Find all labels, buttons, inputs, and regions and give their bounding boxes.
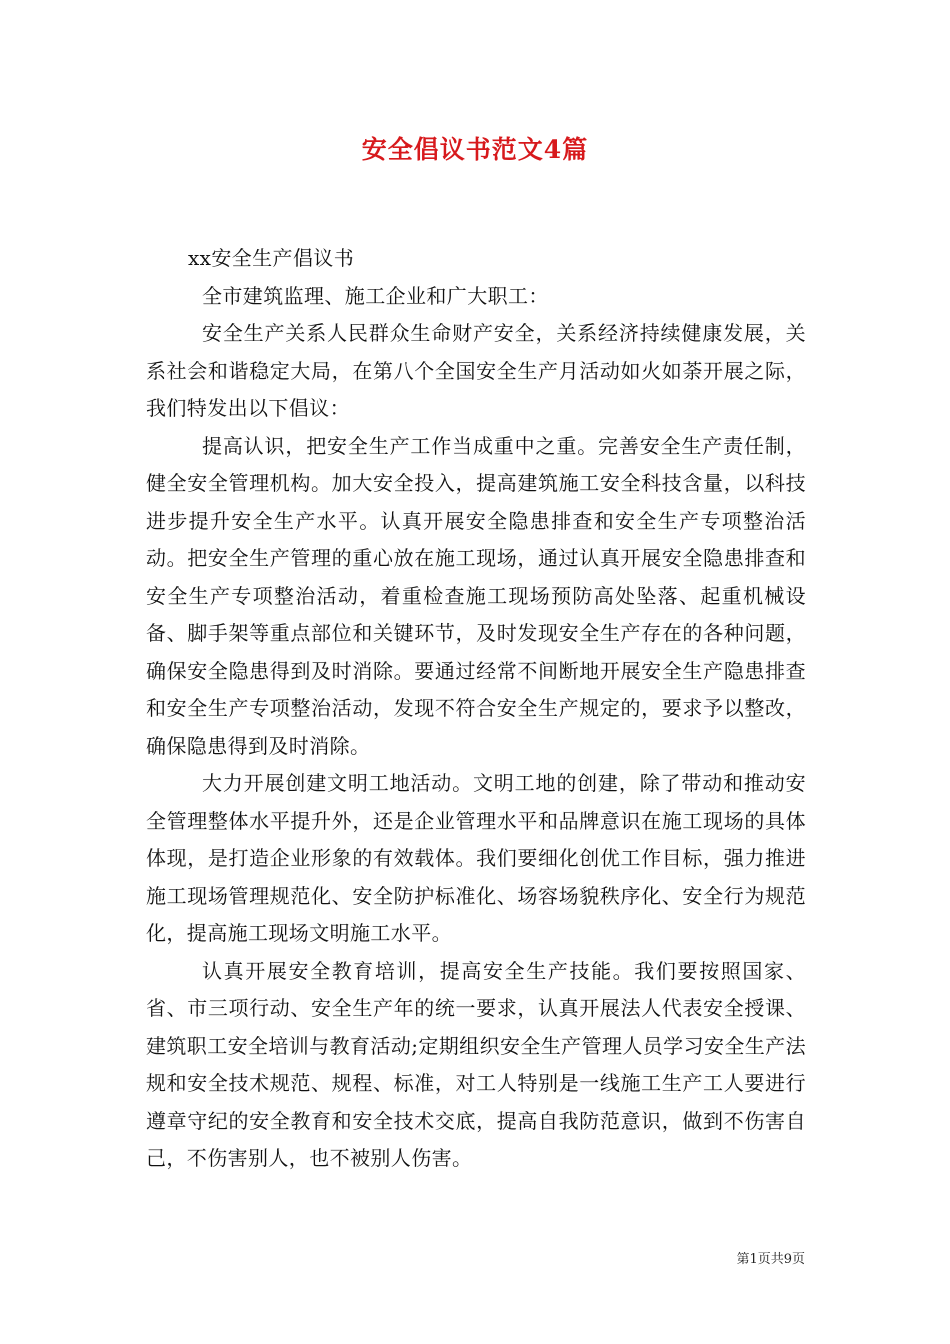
section-heading: xx安全生产倡议书	[188, 246, 355, 270]
paragraph-training: 认真开展安全教育培训，提高安全生产技能。我们要按照国家、省、市三项行动、安全生产年的统一要求，认真开展法人代表安全授课、建筑职工安全培训与教育活动;定期组织安全生产管理人员学习安全生产法规和安全技术规范、规程、标准，对工人特别是一线施工生产工人要进行遵章守纪的安全教育和安全技术交底，提高自我防范意识，做到不伤害自己，不伤害别人，也不被别人伤害。	[146, 958, 806, 1170]
document-body	[146, 240, 806, 1178]
paragraph-awareness: 提高认识，把安全生产工作当成重中之重。完善安全生产责任制，健全安全管理机构。加大安全投入，提高建筑施工安全科技含量，以科技进步提升安全生产水平。认真开展安全隐患排查和安全生产专项整治活动。把安全生产管理的重心放在施工现场，通过认真开展安全隐患排查和安全生产专项整治活动，着重检查施工现场预防高处坠落、起重机械设备、脚手架等重点部位和关键环节，及时发现安全生产存在的各种问题，确保安全隐患得到及时消除。要通过经常不间断地开展安全生产隐患排查和安全生产专项整治活动，发现不符合安全生产规定的，要求予以整改，确保隐患得到及时消除。	[146, 433, 806, 758]
paragraph-intro: 安全生产关系人民群众生命财产安全，关系经济持续健康发展，关系社会和谐稳定大局，在第八个全国安全生产月活动如火如荼开展之际，我们特发出以下倡议：	[146, 321, 806, 420]
page-number: 第1页共9页	[736, 1252, 805, 1267]
document-title: 安全倡议书范文4篇	[361, 135, 589, 164]
salutation: 全市建筑监理、施工企业和广大职工：	[202, 283, 549, 308]
paragraph-civilized-site: 大力开展创建文明工地活动。文明工地的创建，除了带动和推动安全管理整体水平提升外，还是企业管理水平和品牌意识在施工现场的具体体现，是打造企业形象的有效载体。我们要细化创优工作目标，强力推进施工现场管理规范化、安全防护标准化、场容场貌秩序化、安全行为规范化，提高施工现场文明施工水平。	[146, 771, 806, 945]
